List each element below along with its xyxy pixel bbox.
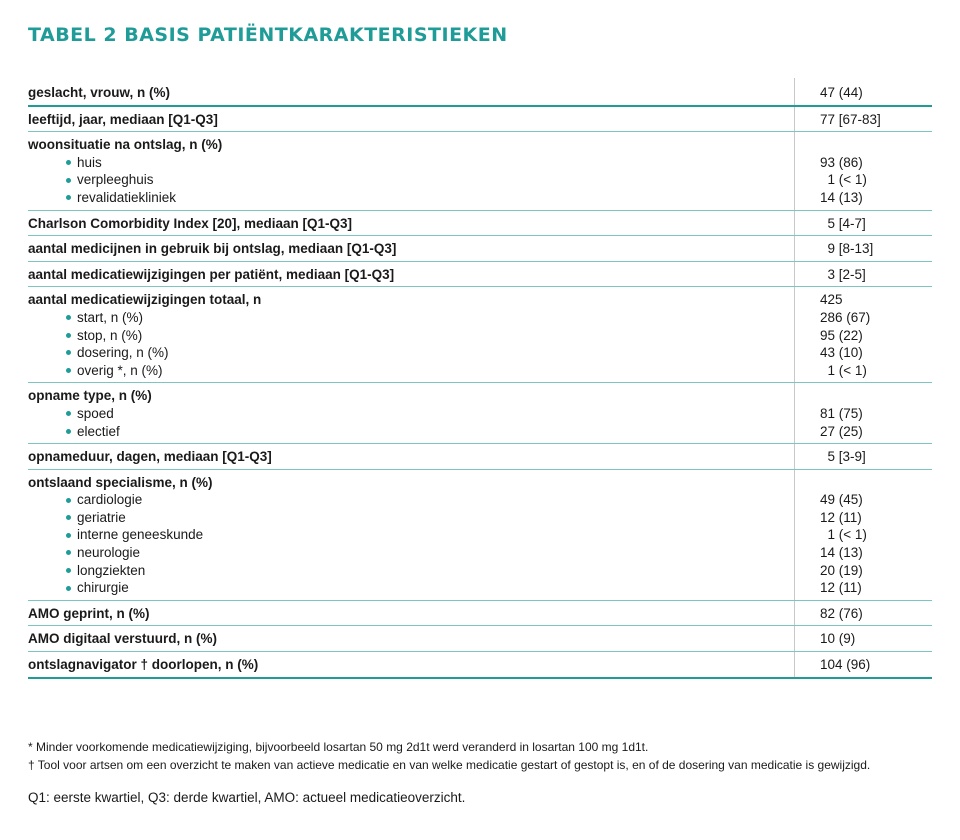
row-label-cell bbox=[28, 387, 794, 440]
sub-item-value: 27 (25) bbox=[820, 423, 863, 439]
table-row bbox=[28, 383, 932, 444]
table-row bbox=[28, 652, 932, 677]
row-value: 47 (44) bbox=[820, 85, 863, 100]
row-value-cell bbox=[794, 291, 932, 379]
sub-item-value: 81 (75) bbox=[820, 405, 863, 421]
sub-item-label: start, n (%) bbox=[77, 309, 144, 325]
row-heading: aantal medicijnen in gebruik bij ontslag, mediaan [Q1-Q3] bbox=[28, 241, 397, 257]
sub-item-value: 1 (< 1) bbox=[820, 527, 867, 543]
row-label-cell bbox=[28, 474, 794, 597]
sub-item bbox=[28, 579, 794, 597]
sub-item bbox=[28, 526, 794, 544]
row-value-cell bbox=[794, 656, 932, 674]
row-label-cell bbox=[28, 291, 794, 379]
sub-item bbox=[28, 509, 794, 527]
row-value: 9 [8-13] bbox=[820, 241, 874, 257]
table-title: TABEL 2 BASIS PATIËNTKARAKTERISTIEKEN bbox=[28, 24, 508, 46]
row-label-cell bbox=[28, 448, 794, 466]
sub-item-value: 1 (< 1) bbox=[820, 172, 867, 188]
bullet-icon bbox=[66, 160, 71, 165]
row-value-cell bbox=[794, 266, 932, 284]
row-heading: Charlson Comorbidity Index [20], mediaan [Q1-Q3] bbox=[28, 215, 353, 231]
table-row bbox=[28, 236, 932, 262]
row-label-cell bbox=[28, 605, 794, 623]
sub-item-label: geriatrie bbox=[77, 509, 126, 525]
sub-item-label: interne geneeskunde bbox=[77, 527, 204, 543]
characteristics-table bbox=[28, 78, 932, 679]
sub-item-label: overig *, n (%) bbox=[77, 362, 163, 378]
row-heading: opnameduur, dagen, mediaan [Q1-Q3] bbox=[28, 449, 272, 465]
row-value: 3 [2-5] bbox=[820, 266, 866, 282]
row-value-cell bbox=[794, 387, 932, 440]
sub-item-label: neurologie bbox=[77, 545, 141, 561]
sub-item-label: huis bbox=[77, 154, 102, 170]
table-row bbox=[28, 211, 932, 237]
sub-item bbox=[28, 491, 794, 509]
row-heading: aantal medicatiewijzigingen per patiënt, mediaan [Q1-Q3] bbox=[28, 266, 395, 282]
value-spacer bbox=[820, 387, 932, 405]
footnote-dagger: † Tool voor artsen om een overzicht te maken van actieve medicatie en van welke medicatie gestart of gestopt is, en of de dosering van medicatie is gewijzigd. bbox=[28, 758, 871, 772]
bullet-icon bbox=[66, 333, 71, 338]
row-heading: leeftijd, jaar, mediaan [Q1-Q3] bbox=[28, 111, 218, 127]
sub-item bbox=[28, 423, 794, 441]
bullet-icon bbox=[66, 568, 71, 573]
value-spacer bbox=[820, 474, 932, 492]
bullet-icon bbox=[66, 498, 71, 503]
sub-item bbox=[28, 309, 794, 327]
table-row bbox=[28, 626, 932, 652]
sub-item-label: longziekten bbox=[77, 562, 146, 578]
sub-item-value: 14 (13) bbox=[820, 545, 863, 561]
table-row bbox=[28, 78, 932, 107]
bullet-icon bbox=[66, 550, 71, 555]
sub-item bbox=[28, 362, 794, 380]
sub-item-value: 43 (10) bbox=[820, 345, 863, 361]
sub-item-value: 12 (11) bbox=[820, 509, 862, 525]
sub-item-label: verpleeghuis bbox=[77, 172, 154, 188]
bullet-icon bbox=[66, 350, 71, 355]
row-heading: AMO digitaal verstuurd, n (%) bbox=[28, 631, 218, 647]
footnote-asterisk: * Minder voorkomende medicatiewijziging, bijvoorbeeld losartan 50 mg 2d1t werd veranderd in losartan 100 mg 1d1t. bbox=[28, 740, 649, 754]
sub-item-value: 20 (19) bbox=[820, 562, 863, 578]
row-value-cell bbox=[794, 474, 932, 597]
sub-item bbox=[28, 154, 794, 172]
row-label-cell bbox=[28, 656, 794, 674]
row-value: 104 (96) bbox=[820, 657, 871, 673]
table-row bbox=[28, 107, 932, 133]
sub-item-value: 14 (13) bbox=[820, 189, 863, 205]
row-heading: AMO geprint, n (%) bbox=[28, 605, 150, 621]
sub-item bbox=[28, 344, 794, 362]
row-label-cell bbox=[28, 630, 794, 648]
sub-item-label: spoed bbox=[77, 405, 114, 421]
bullet-icon bbox=[66, 533, 71, 538]
sub-item-label: electief bbox=[77, 423, 120, 439]
bullet-icon bbox=[66, 515, 71, 520]
bullet-icon bbox=[66, 178, 71, 183]
row-value: 82 (76) bbox=[820, 605, 863, 621]
row-value-cell bbox=[794, 111, 932, 129]
bullet-icon bbox=[66, 411, 71, 416]
row-label-cell bbox=[28, 215, 794, 233]
sub-item-label: stop, n (%) bbox=[77, 327, 143, 343]
sub-item bbox=[28, 327, 794, 345]
row-label-cell bbox=[28, 111, 794, 129]
sub-item bbox=[28, 189, 794, 207]
row-heading: aantal medicatiewijzigingen totaal, n bbox=[28, 292, 262, 308]
row-value-cell bbox=[794, 630, 932, 648]
sub-item-label: revalidatiekliniek bbox=[77, 189, 177, 205]
table-row bbox=[28, 132, 932, 210]
footnotes bbox=[28, 738, 938, 774]
sub-item-value: 12 (11) bbox=[820, 580, 862, 596]
sub-item bbox=[28, 544, 794, 562]
sub-item-value: 93 (86) bbox=[820, 154, 863, 170]
bullet-icon bbox=[66, 315, 71, 320]
row-heading: geslacht, vrouw, n (%) bbox=[28, 85, 171, 100]
sub-item-label: dosering, n (%) bbox=[77, 345, 169, 361]
table-row bbox=[28, 444, 932, 470]
bullet-icon bbox=[66, 195, 71, 200]
row-heading: opname type, n (%) bbox=[28, 388, 152, 404]
row-value: 5 [3-9] bbox=[820, 449, 866, 465]
value-spacer bbox=[820, 136, 932, 154]
row-label-cell bbox=[28, 84, 794, 102]
sub-item-label: chirurgie bbox=[77, 580, 129, 596]
row-heading: woonsituatie na ontslag, n (%) bbox=[28, 137, 223, 153]
row-label-cell bbox=[28, 136, 794, 206]
row-heading: ontslagnavigator † doorlopen, n (%) bbox=[28, 657, 259, 673]
row-value-cell bbox=[794, 240, 932, 258]
row-value: 425 bbox=[820, 292, 843, 308]
sub-item bbox=[28, 171, 794, 189]
row-value-cell bbox=[794, 136, 932, 206]
bullet-icon bbox=[66, 429, 71, 434]
table-row bbox=[28, 262, 932, 288]
bullet-icon bbox=[66, 368, 71, 373]
row-value: 77 [67-83] bbox=[820, 111, 881, 127]
sub-item-value: 95 (22) bbox=[820, 327, 863, 343]
row-value-cell bbox=[794, 84, 932, 102]
row-label-cell bbox=[28, 266, 794, 284]
row-label-cell bbox=[28, 240, 794, 258]
abbreviation-legend: Q1: eerste kwartiel, Q3: derde kwartiel, AMO: actueel medicatieoverzicht. bbox=[28, 790, 466, 805]
sub-item-value: 49 (45) bbox=[820, 492, 863, 508]
row-heading: ontslaand specialisme, n (%) bbox=[28, 474, 213, 490]
bullet-icon bbox=[66, 586, 71, 591]
table-row bbox=[28, 470, 932, 601]
table-row bbox=[28, 601, 932, 627]
sub-item-label: cardiologie bbox=[77, 492, 143, 508]
sub-item bbox=[28, 405, 794, 423]
sub-item bbox=[28, 562, 794, 580]
row-value-cell bbox=[794, 448, 932, 466]
table-row bbox=[28, 287, 932, 383]
sub-item-value: 286 (67) bbox=[820, 309, 871, 325]
row-value: 10 (9) bbox=[820, 631, 856, 647]
row-value-cell bbox=[794, 215, 932, 233]
row-value: 5 [4-7] bbox=[820, 215, 866, 231]
row-value-cell bbox=[794, 605, 932, 623]
sub-item-value: 1 (< 1) bbox=[820, 362, 867, 378]
